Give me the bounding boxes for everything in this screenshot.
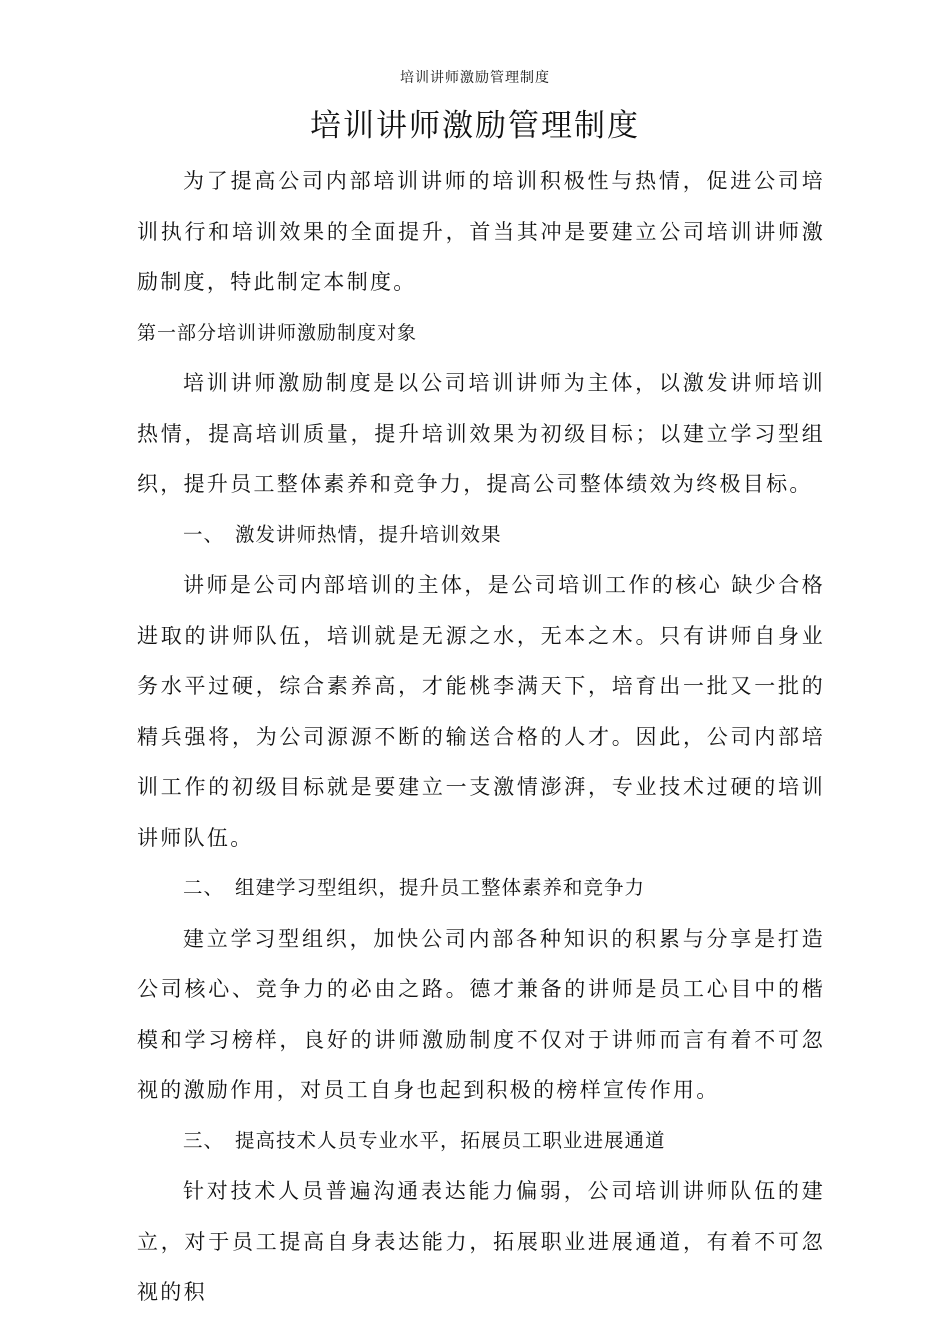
- part1-heading: 第一部分培训讲师激励制度对象: [137, 321, 418, 344]
- item3-heading: [137, 1116, 825, 1167]
- part1-paragraph: 培训讲师激励制度是以公司培训讲师为主体，以激发讲师培训热情，提高培训质量，提升培训效果为初级目标；以建立学习型组织，提升员工整体素养和竞争力，提高公司整体绩效为终极目标。: [137, 371, 825, 496]
- item3-paragraph: 针对技术人员普遍沟通表达能力偏弱，公司培训讲师队伍的建立，对于员工提高自身表达能力，拓展职业进展通道，有着不可忽视的积: [137, 1179, 825, 1304]
- item3-title: 提高技术人员专业水平，拓展员工职业进展通道: [235, 1128, 666, 1152]
- item1-paragraph: 讲师是公司内部培训的主体，是公司培训工作的核心 缺少合格进取的讲师队伍，培训就是无源之水，无本之木。只有讲师自身业务水平过硬，综合素养高，才能桃李满天下，培育出一批又一批的精兵强将，为公司源源不断的输送合格的人才。因此，公司内部培训工作的初级目标就是要建立一支激情澎湃，专业技术过硬的培训讲师队伍。: [137, 573, 825, 850]
- item2-title: 组建学习型组织，提升员工整体素养和竞争力: [235, 876, 646, 899]
- item1-title: 激发讲师热情，提升培训效果: [235, 522, 502, 546]
- running-header: 培训讲师激励管理制度: [400, 70, 550, 86]
- item2-heading: [137, 863, 825, 914]
- item1-heading: [137, 510, 825, 561]
- document-body: [137, 156, 825, 1318]
- intro-paragraph: 为了提高公司内部培训讲师的培训积极性与热情，促进公司培训执行和培训效果的全面提升，首当其冲是要建立公司培训讲师激励制度，特此制定本制度。: [137, 169, 825, 294]
- item2-paragraph: 建立学习型组织，加快公司内部各种知识的积累与分享是打造公司核心、竞争力的必由之路。德才兼备的讲师是员工心目中的楷模和学习榜样，良好的讲师激励制度不仅对于讲师而言有着不可忽视的激励作用，对员工自身也起到积极的榜样宣传作用。: [137, 926, 825, 1102]
- item3-number: 三、: [183, 1128, 225, 1152]
- item1-number: 一、: [183, 522, 225, 546]
- document-title: 培训讲师激励管理制度: [310, 108, 640, 144]
- item2-number: 二、: [183, 876, 225, 899]
